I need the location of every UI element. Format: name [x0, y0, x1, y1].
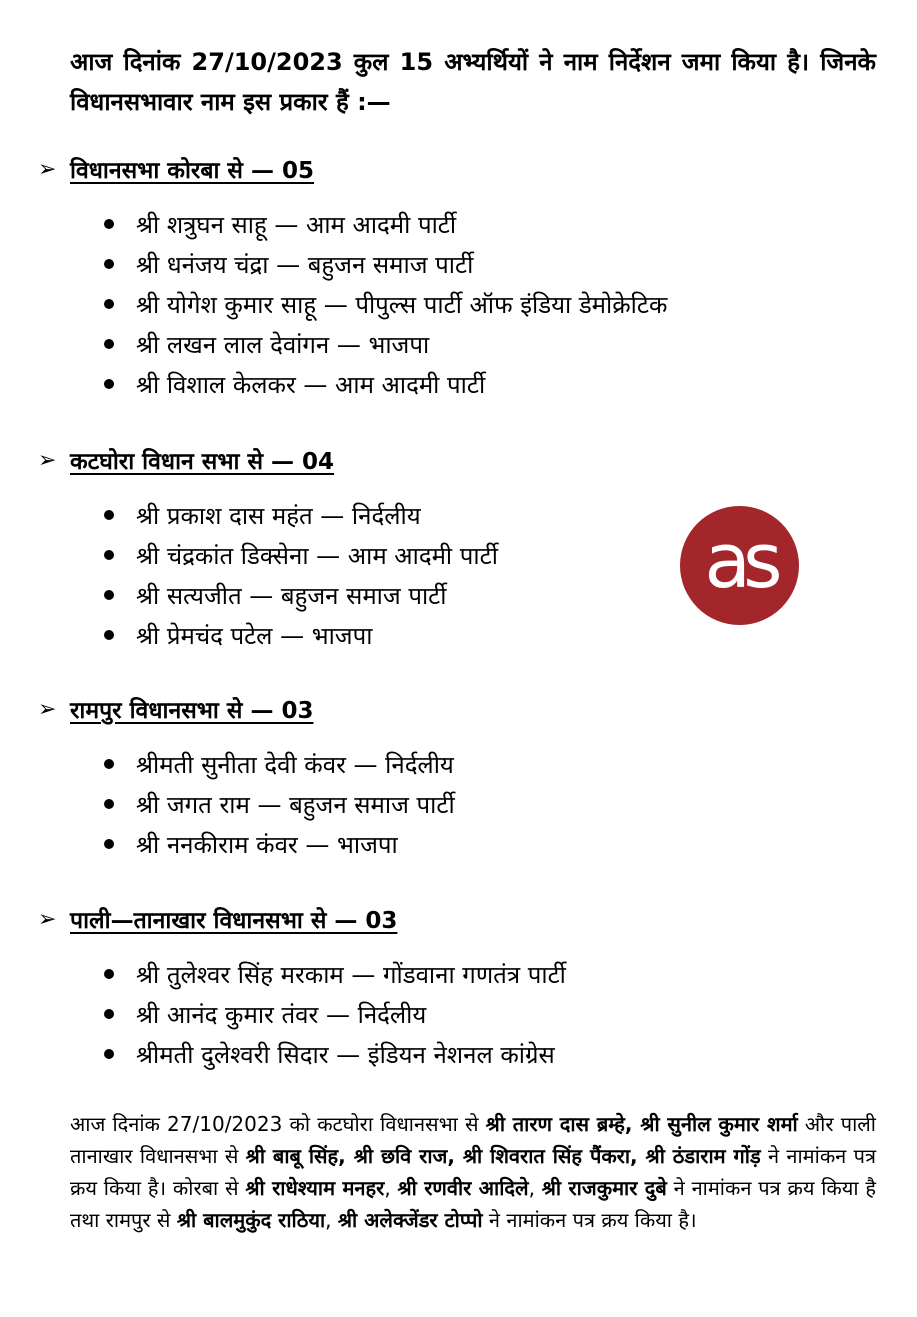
- bullet-icon: [104, 1009, 114, 1019]
- footer-text: ने नामांकन पत्र क्रय किया है। कोरबा से: [70, 1144, 876, 1200]
- section-pali-tanakhar: [38, 902, 878, 1074]
- candidate-entry: श्री आनंद कुमार तंवर — निर्दलीय: [136, 1000, 427, 1029]
- candidate-entry: श्री योगेश कुमार साहू — पीपुल्स पार्टी ऑफ इंडिया डेमोक्रेटिक: [136, 290, 668, 319]
- section-title: रामपुर विधानसभा से — 03: [70, 698, 314, 724]
- footer-bold-names: श्री बालमुकुंद राठिया: [176, 1208, 326, 1232]
- bullet-icon: [104, 839, 114, 849]
- candidate-list: [38, 954, 878, 1074]
- bullet-icon: [104, 630, 114, 640]
- candidate-entry: श्री जगत राम — बहुजन समाज पार्टी: [136, 790, 455, 819]
- bullet-icon: [104, 1049, 114, 1059]
- list-item: [38, 284, 878, 324]
- candidate-entry: श्री धनंजय चंद्रा — बहुजन समाज पार्टी: [136, 250, 474, 279]
- bullet-icon: [104, 510, 114, 520]
- footer-bold-names: श्री बाबू सिंह, श्री छवि राज, श्री शिवरात सिंह पैंकरा, श्री ठंडाराम गोंड़: [245, 1144, 761, 1168]
- footer-bold-names: श्री तारण दास ब्रम्हे, श्री सुनील कुमार शर्मा: [485, 1112, 798, 1136]
- candidate-entry: श्री लखन लाल देवांगन — भाजपा: [136, 330, 430, 359]
- section-title: कटघोरा विधान सभा से — 04: [70, 449, 335, 475]
- section-rampur: [38, 692, 878, 864]
- candidate-entry: श्री तुलेश्वर सिंह मरकाम — गोंडवाना गणतंत्र पार्टी: [136, 960, 566, 989]
- footer-bold-names: श्री रणवीर आदिले: [397, 1176, 529, 1200]
- bullet-icon: [104, 339, 114, 349]
- footer-text: ,: [528, 1176, 542, 1200]
- footer-text: ,: [384, 1176, 398, 1200]
- section-heading: [38, 902, 878, 936]
- footer-text: आज दिनांक 27/10/2023 को कटघोरा विधानसभा से: [70, 1112, 486, 1136]
- footer-paragraph: [70, 1108, 876, 1236]
- footer-bold-names: श्री राजकुमार दुबे: [541, 1176, 667, 1200]
- arrow-bullet-icon: ➢: [38, 156, 57, 182]
- candidate-entry: श्री प्रकाश दास महंत — निर्दलीय: [136, 501, 421, 530]
- list-item: [38, 784, 878, 824]
- candidate-entry: श्री प्रेमचंद पटेल — भाजपा: [136, 621, 373, 650]
- bullet-icon: [104, 799, 114, 809]
- list-item: [38, 954, 878, 994]
- list-item: [38, 744, 878, 784]
- list-item: [38, 324, 878, 364]
- candidate-list: [38, 204, 878, 404]
- section-title: विधानसभा कोरबा से — 05: [70, 158, 314, 184]
- footer-text: ने नामांकन पत्र क्रय किया है।: [482, 1208, 697, 1232]
- candidate-list: [38, 744, 878, 864]
- list-item: [38, 1034, 878, 1074]
- list-item: [38, 244, 878, 284]
- watermark-logo: [680, 506, 799, 625]
- section-title: पाली—तानाखार विधानसभा से — 03: [70, 908, 398, 934]
- footer-text: ने नामांकन पत्र क्रय किया है तथा रामपुर से: [70, 1176, 876, 1232]
- arrow-bullet-icon: ➢: [38, 906, 57, 932]
- bullet-icon: [104, 590, 114, 600]
- candidate-entry: श्री सत्यजीत — बहुजन समाज पार्टी: [136, 581, 447, 610]
- bullet-icon: [104, 219, 114, 229]
- candidate-entry: श्री चंद्रकांत डिक्सेना — आम आदमी पार्टी: [136, 541, 498, 570]
- arrow-bullet-icon: ➢: [38, 447, 57, 473]
- candidate-entry: श्रीमती दुलेश्वरी सिदार — इंडियन नेशनल कांग्रेस: [136, 1040, 555, 1069]
- candidate-entry: श्री विशाल केलकर — आम आदमी पार्टी: [136, 370, 486, 399]
- footer-bold-names: श्री राधेश्याम मनहर: [245, 1176, 385, 1200]
- bullet-icon: [104, 550, 114, 560]
- list-item: [38, 364, 878, 404]
- section-heading: [38, 692, 878, 726]
- arrow-bullet-icon: ➢: [38, 696, 57, 722]
- candidate-entry: श्री ननकीराम कंवर — भाजपा: [136, 830, 398, 859]
- logo-text: as: [704, 515, 775, 605]
- footer-text: और पाली तानाखार विधानसभा से: [70, 1112, 876, 1168]
- footer-text: ,: [325, 1208, 338, 1232]
- footer-bold-names: श्री अलेक्जेंडर टोप्पो: [337, 1208, 483, 1232]
- candidate-entry: श्रीमती सुनीता देवी कंवर — निर्दलीय: [136, 750, 454, 779]
- intro-paragraph: आज दिनांक 27/10/2023 कुल 15 अभ्यर्थियों ने नाम निर्देशन जमा किया है। जिनके विधानसभावार नाम इस प्रकार हैं :—: [70, 48, 876, 116]
- list-item: [38, 824, 878, 864]
- section-heading: [38, 443, 878, 477]
- bullet-icon: [104, 379, 114, 389]
- list-item: [38, 994, 878, 1034]
- section-heading: [38, 152, 878, 186]
- bullet-icon: [104, 299, 114, 309]
- candidate-entry: श्री शत्रुघन साहू — आम आदमी पार्टी: [136, 210, 457, 239]
- bullet-icon: [104, 969, 114, 979]
- section-korba: [38, 152, 878, 404]
- bullet-icon: [104, 259, 114, 269]
- bullet-icon: [104, 759, 114, 769]
- list-item: [38, 204, 878, 244]
